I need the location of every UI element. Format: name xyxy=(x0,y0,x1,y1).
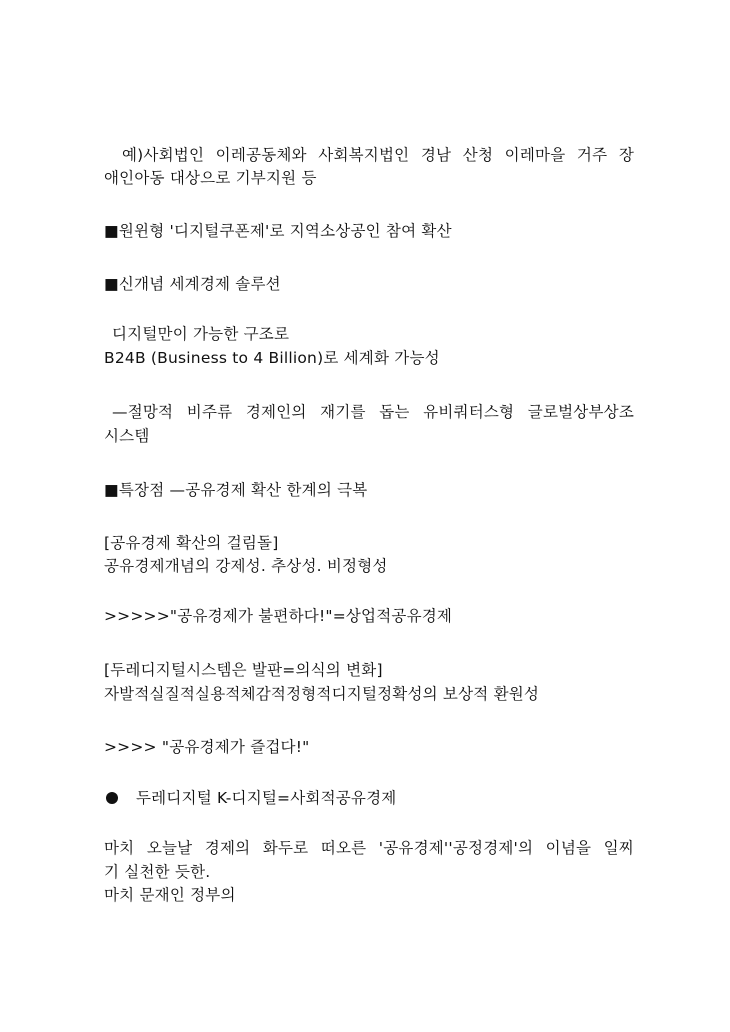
paragraph-line: [두레디지털시스템은 발판=의식의 변화] xyxy=(104,661,383,679)
paragraph-line: >>>>>"공유경제가 불편하다!"=상업적공유경제 xyxy=(104,607,453,625)
paragraph-line: 마치 오늘날 경제의 화두로 떠오른 '공유경제''공정경제'의 이념을 일찌 xyxy=(104,839,634,857)
section-heading: ■특장점 —공유경제 확산 한계의 극복 xyxy=(104,481,368,499)
paragraph-line: 마치 문재인 정부의 xyxy=(104,886,236,904)
paragraph-line: 시스템 xyxy=(104,427,150,445)
paragraph-line: [공유경제 확산의 걸림돌] xyxy=(104,534,279,552)
bullet-text: 두레디지털 K-디지털=사회적공유경제 xyxy=(136,789,397,807)
paragraph-line: —절망적 비주류 경제인의 재기를 돕는 유비쿼터스형 글로벌상부상조 xyxy=(112,403,634,421)
paragraph-line: 예)사회법인 이레공동체와 사회복지법인 경남 산청 이레마을 거주 장 xyxy=(122,146,634,164)
paragraph-line: B24B (Business to 4 Billion)로 세계화 가능성 xyxy=(104,349,440,367)
paragraph-line: 애인아동 대상으로 기부지원 등 xyxy=(104,169,317,187)
paragraph-line: 공유경제개념의 강제성. 추상성. 비정형성 xyxy=(104,557,388,575)
paragraph-line: 자발적실질적실용적체감적정형적디지털정확성의 보상적 환원성 xyxy=(104,685,540,703)
paragraph-line: 디지털만이 가능한 구조로 xyxy=(112,325,290,343)
section-heading: ■원윈형 '디지털쿠폰제'로 지역소상공인 참여 확산 xyxy=(104,222,452,240)
section-heading: ■신개념 세계경제 솔루션 xyxy=(104,275,281,293)
paragraph-line: 기 실천한 듯한. xyxy=(104,863,211,881)
bullet-dot-icon xyxy=(106,792,118,804)
paragraph-line: >>>> "공유경제가 즐겁다!" xyxy=(104,738,310,756)
bullet-item xyxy=(104,787,634,809)
